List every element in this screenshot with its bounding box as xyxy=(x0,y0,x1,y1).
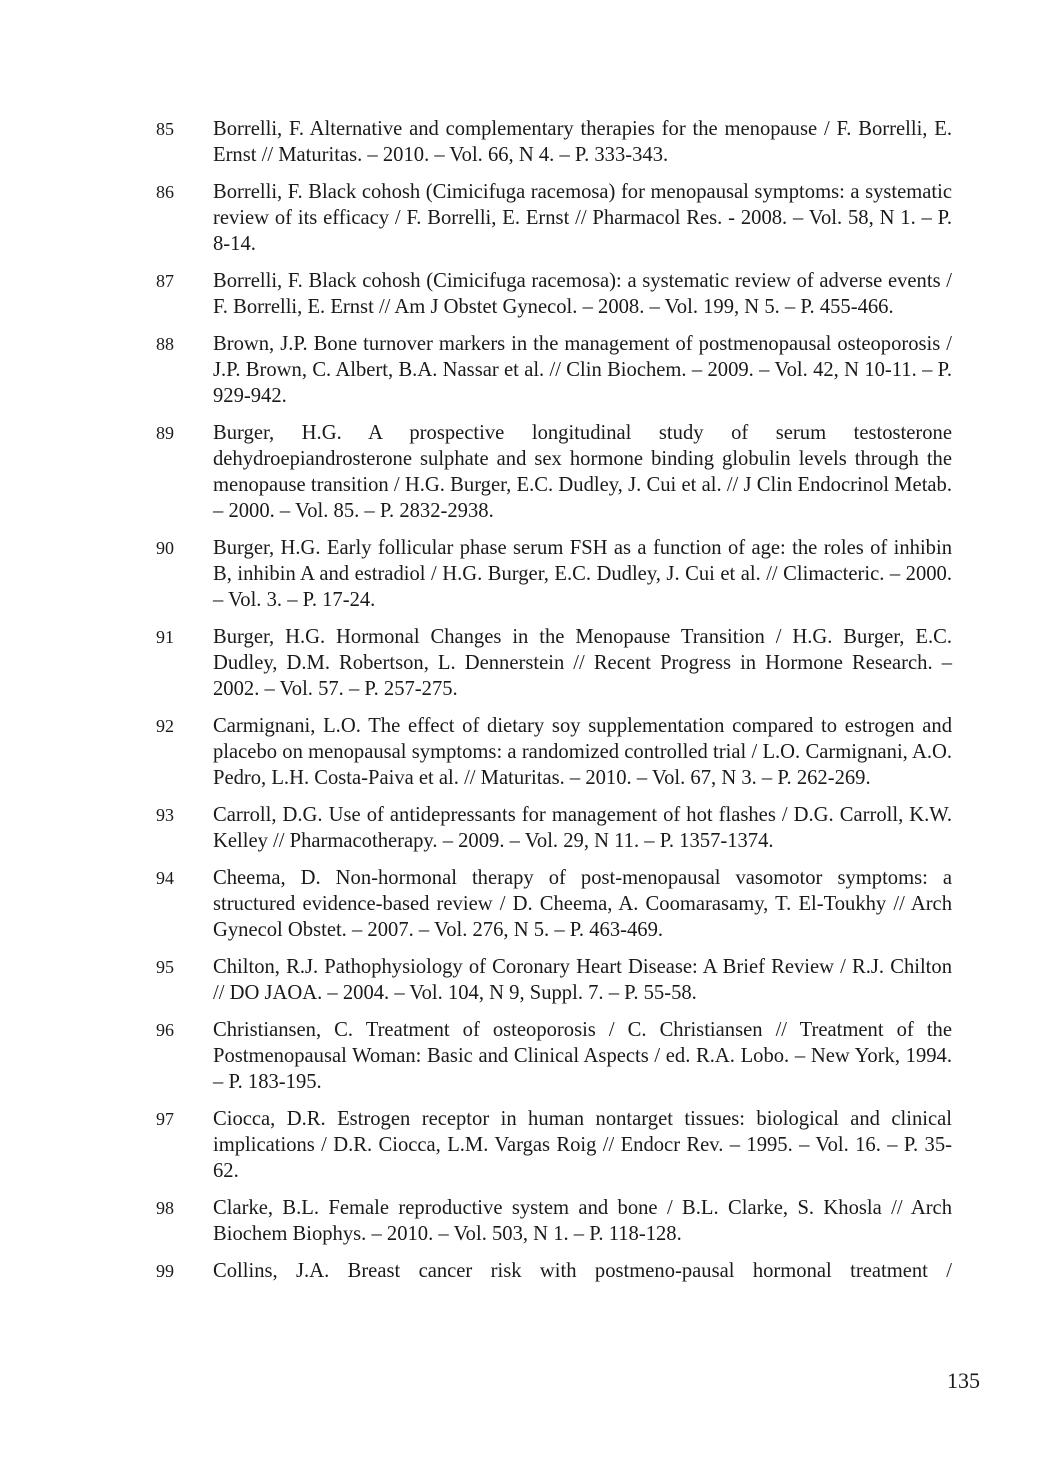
reference-number: 94 xyxy=(156,868,174,888)
reference-text: Borrelli, F. Black cohosh (Cimicifuga racemosa) for menopausal symptoms: a systematic review of its efficacy / F. Borrelli, E. Ernst // Pharmacol Res. - 2008. – Vol. 58, N 1. – P. 8-14. xyxy=(213,181,952,255)
reference-number: 96 xyxy=(156,1020,174,1040)
reference-item xyxy=(156,268,952,320)
reference-item xyxy=(156,179,952,257)
reference-text: Burger, H.G. Early follicular phase serum FSH as a function of age: the roles of inhibin B, inhibin A and estradiol / H.G. Burger, E.C. Dudley, J. Cui et al. // Climacteric. – 2000. – Vol. 3. – P. 17-24. xyxy=(213,537,952,611)
reference-number: 89 xyxy=(156,423,174,443)
reference-number: 86 xyxy=(156,182,174,202)
reference-text: Collins, J.A. Breast cancer risk with postmeno-pausal hormonal treatment / xyxy=(213,1260,952,1282)
reference-item xyxy=(156,1106,952,1184)
reference-text: Burger, H.G. Hormonal Changes in the Menopause Transition / H.G. Burger, E.C. Dudley, D.M. Robertson, L. Dennerstein // Recent Progress in Hormone Research. – 2002. – Vol. 57. – P. 257-275. xyxy=(213,626,952,700)
reference-text: Cheema, D. Non-hormonal therapy of post-menopausal vasomotor symptoms: a structured evidence-based review / D. Cheema, A. Coomarasamy, T. El-Toukhy // Arch Gynecol Obstet. – 2007. – Vol. 276, N 5. – P. 463-469. xyxy=(213,867,952,941)
reference-text: Brown, J.P. Bone turnover markers in the management of postmenopausal osteoporosis / J.P. Brown, C. Albert, B.A. Nassar et al. // Clin Biochem. – 2009. – Vol. 42, N 10-11. – P. 929-942. xyxy=(213,333,952,407)
reference-text: Carroll, D.G. Use of antidepressants for management of hot flashes / D.G. Carroll, K.W. Kelley // Pharmacotherapy. – 2009. – Vol. 29, N 11. – P. 1357-1374. xyxy=(213,804,952,852)
reference-number: 93 xyxy=(156,805,174,825)
reference-text: Christiansen, C. Treatment of osteoporosis / C. Christiansen // Treatment of the Postmenopausal Woman: Basic and Clinical Aspects / ed. R.A. Lobo. – New York, 1994. – P. 183-195. xyxy=(213,1019,952,1093)
reference-number: 99 xyxy=(156,1261,174,1281)
reference-number: 92 xyxy=(156,716,174,736)
reference-text: Ciocca, D.R. Estrogen receptor in human nontarget tissues: biological and clinical implications / D.R. Ciocca, L.M. Vargas Roig // Endocr Rev. – 1995. – Vol. 16. – P. 35-62. xyxy=(213,1108,952,1182)
reference-number: 91 xyxy=(156,627,174,647)
page-number: 135 xyxy=(947,1368,980,1393)
reference-text: Clarke, B.L. Female reproductive system and bone / B.L. Clarke, S. Khosla // Arch Biochem Biophys. – 2010. – Vol. 503, N 1. – P. 118-128. xyxy=(213,1197,952,1245)
reference-number: 97 xyxy=(156,1109,174,1129)
reference-item xyxy=(156,802,952,854)
reference-item xyxy=(156,954,952,1006)
reference-text: Borrelli, F. Black cohosh (Cimicifuga racemosa): a systematic review of adverse events / F. Borrelli, E. Ernst // Am J Obstet Gynecol. – 2008. – Vol. 199, N 5. – P. 455-466. xyxy=(213,270,952,318)
reference-number: 90 xyxy=(156,538,174,558)
reference-number: 88 xyxy=(156,334,174,354)
reference-item xyxy=(156,624,952,702)
reference-number: 95 xyxy=(156,957,174,977)
reference-item xyxy=(156,1017,952,1095)
reference-text: Borrelli, F. Alternative and complementary therapies for the menopause / F. Borrelli, E. Ernst // Maturitas. – 2010. – Vol. 66, N 4. – P. 333-343. xyxy=(213,118,952,166)
reference-item xyxy=(156,535,952,613)
reference-number: 98 xyxy=(156,1198,174,1218)
reference-item xyxy=(156,865,952,943)
reference-item xyxy=(156,1258,952,1284)
reference-number: 87 xyxy=(156,271,174,291)
reference-item xyxy=(156,116,952,168)
reference-item xyxy=(156,713,952,791)
reference-text: Chilton, R.J. Pathophysiology of Coronary Heart Disease: A Brief Review / R.J. Chilton // DO JAOA. – 2004. – Vol. 104, N 9, Suppl. 7. – P. 55-58. xyxy=(213,956,952,1004)
reference-list xyxy=(156,116,952,1295)
reference-item xyxy=(156,420,952,524)
reference-text: Carmignani, L.O. The effect of dietary soy supplementation compared to estrogen and placebo on menopausal symptoms: a randomized controlled trial / L.O. Carmignani, A.O. Pedro, L.H. Costa-Paiva et al. // Maturitas. – 2010. – Vol. 67, N 3. – P. 262-269. xyxy=(213,715,952,789)
reference-number: 85 xyxy=(156,119,174,139)
reference-text: Burger, H.G. A prospective longitudinal study of serum testosterone dehydroepiandrosterone sulphate and sex hormone binding globulin levels through the menopause transition / H.G. Burger, E.C. Dudley, J. Cui et al. // J Clin Endocrinol Metab. – 2000. – Vol. 85. – P. 2832-2938. xyxy=(213,422,952,522)
reference-item xyxy=(156,1195,952,1247)
reference-item xyxy=(156,331,952,409)
